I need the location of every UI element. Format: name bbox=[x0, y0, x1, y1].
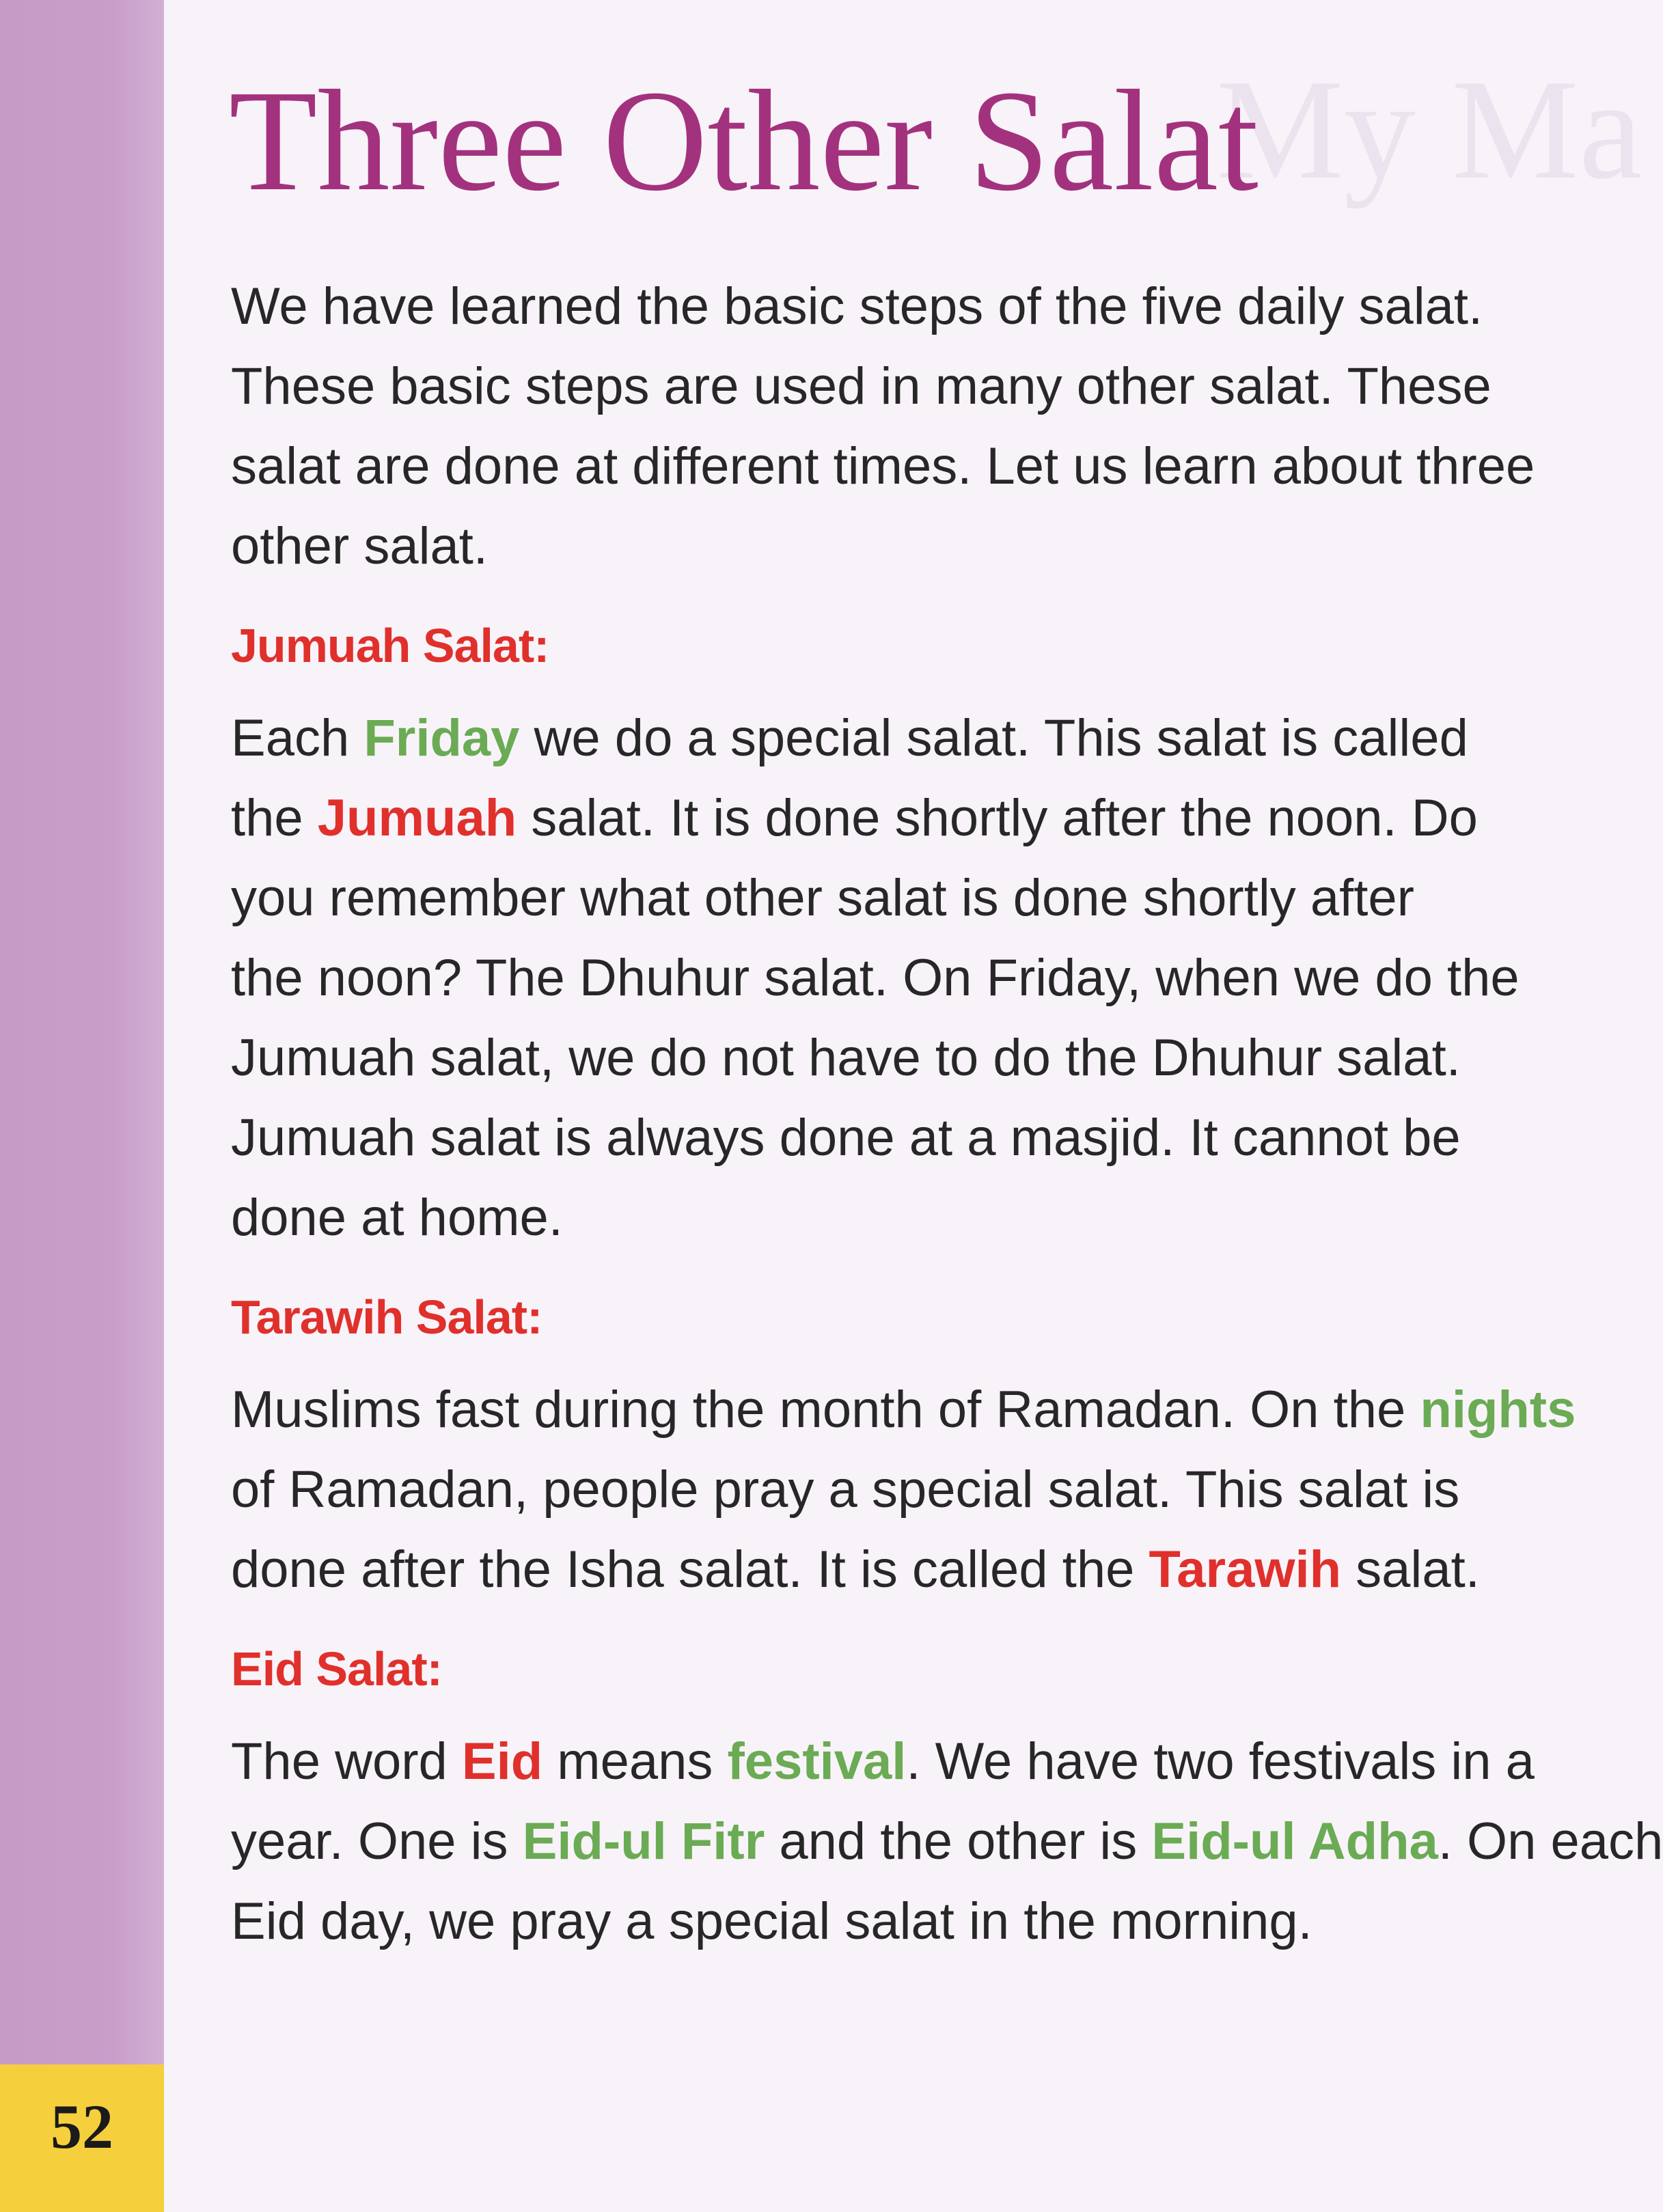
tarawih-paragraph bbox=[231, 1370, 1632, 1609]
text-line: of Ramadan, people pray a special salat. This salat is bbox=[231, 1461, 1460, 1519]
text-run: salat. It is done shortly after the noon. Do bbox=[517, 789, 1478, 847]
text-line: These basic steps are used in many other salat. These bbox=[231, 357, 1492, 415]
term-jumuah: Jumuah bbox=[317, 789, 517, 847]
text-run: year. One is bbox=[231, 1812, 523, 1870]
term-eid-ul-fitr: Eid-ul Fitr bbox=[522, 1812, 765, 1870]
tarawih-heading: Tarawih Salat: bbox=[231, 1290, 542, 1344]
text-line: the noon? The Dhuhur salat. On Friday, when we do the bbox=[231, 949, 1520, 1007]
text-line: Jumuah salat, we do not have to do the Dhuhur salat. bbox=[231, 1029, 1461, 1087]
text-line: Jumuah salat is always done at a masjid. It cannot be bbox=[231, 1109, 1461, 1167]
show-through-watermark: My Ma bbox=[1216, 51, 1643, 209]
text-run: Muslims fast during the month of Ramadan. On the bbox=[231, 1381, 1420, 1439]
text-line bbox=[231, 1801, 1663, 1881]
text-line: salat are done at different times. Let us learn about three bbox=[231, 437, 1535, 495]
eid-heading: Eid Salat: bbox=[231, 1642, 442, 1696]
text-run: we do a special salat. This salat is called bbox=[519, 709, 1468, 767]
term-friday: Friday bbox=[363, 709, 520, 767]
intro-paragraph bbox=[231, 266, 1632, 586]
term-nights: nights bbox=[1420, 1381, 1576, 1439]
jumuah-paragraph bbox=[231, 698, 1632, 1258]
page-content bbox=[231, 266, 1663, 1961]
term-tarawih: Tarawih bbox=[1149, 1540, 1342, 1599]
text-line bbox=[231, 1722, 1632, 1801]
text-run: done after the Isha salat. It is called the bbox=[231, 1540, 1149, 1599]
page-number: 52 bbox=[51, 2092, 113, 2161]
text-line bbox=[231, 1530, 1632, 1609]
text-line: Eid day, we pray a special salat in the morning. bbox=[231, 1892, 1312, 1950]
text-line bbox=[231, 778, 1632, 858]
text-line bbox=[231, 1370, 1632, 1450]
text-line: other salat. bbox=[231, 517, 488, 575]
term-eid: Eid bbox=[461, 1732, 543, 1791]
page-title: Three Other Salat bbox=[229, 60, 1259, 221]
text-run: The word bbox=[231, 1732, 462, 1791]
text-line: done at home. bbox=[231, 1189, 563, 1247]
text-run: the bbox=[231, 789, 318, 847]
text-line bbox=[231, 698, 1632, 778]
eid-paragraph bbox=[231, 1722, 1663, 1961]
text-run: salat. bbox=[1341, 1540, 1480, 1599]
text-line: We have learned the basic steps of the five daily salat. bbox=[231, 277, 1483, 335]
left-margin-band bbox=[0, 0, 164, 2212]
text-run: . On each bbox=[1438, 1812, 1663, 1870]
text-run: . We have two festivals in a bbox=[906, 1732, 1535, 1791]
text-line: you remember what other salat is done shortly after bbox=[231, 869, 1414, 927]
jumuah-heading: Jumuah Salat: bbox=[231, 619, 549, 672]
text-run: and the other is bbox=[765, 1812, 1152, 1870]
term-festival: festival bbox=[727, 1732, 907, 1791]
text-run: means bbox=[542, 1732, 728, 1791]
text-run: Each bbox=[231, 709, 364, 767]
term-eid-ul-adha: Eid-ul Adha bbox=[1151, 1812, 1438, 1870]
